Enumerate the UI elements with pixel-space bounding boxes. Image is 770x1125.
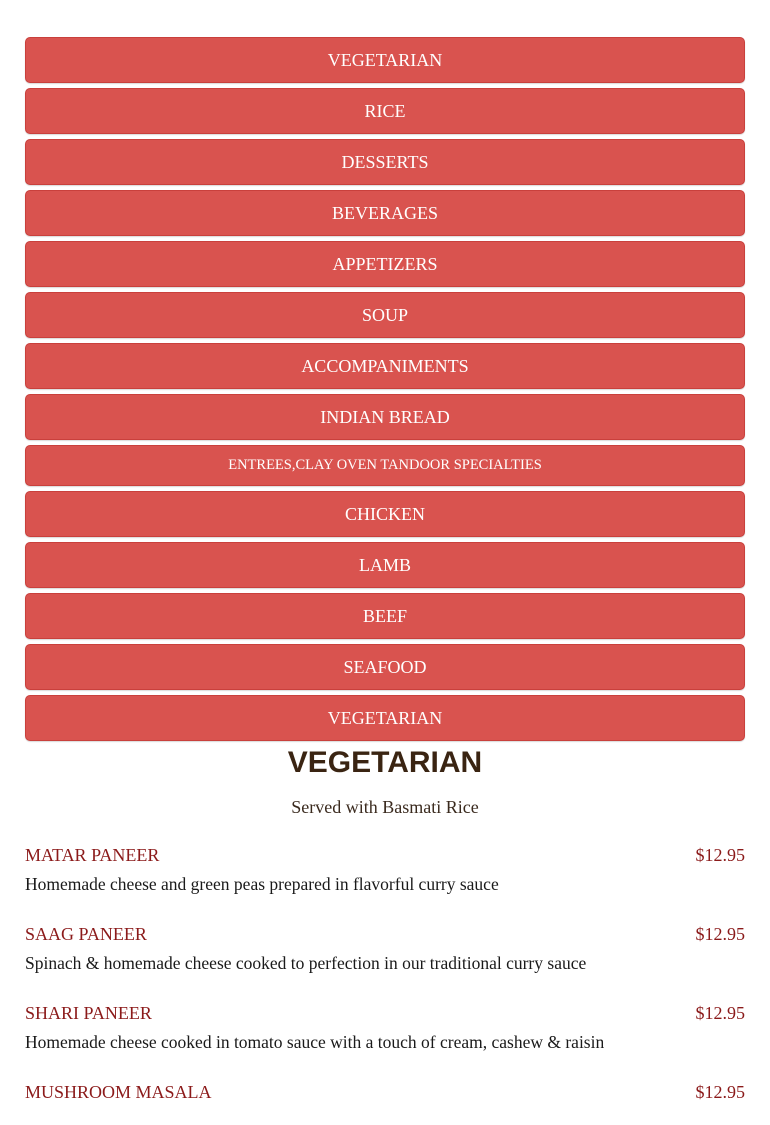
menu-item-description: Spinach & homemade cheese cooked to perfection in our traditional curry sauce (25, 953, 587, 973)
category-button-desserts[interactable]: DESSERTS (25, 139, 745, 185)
menu-item-name: MUSHROOM MASALA (25, 1082, 212, 1102)
section-subtitle: Served with Basmati Rice (291, 797, 479, 817)
category-button-soup[interactable]: SOUP (25, 292, 745, 338)
menu-item-price: $12.95 (695, 1003, 745, 1023)
menu-item-header (25, 1001, 745, 1025)
category-button-entrees-tandoor[interactable]: ENTREES,CLAY OVEN TANDOOR SPECIALTIES (25, 445, 745, 486)
category-button-lamb[interactable]: LAMB (25, 542, 745, 588)
category-button-rice[interactable]: RICE (25, 88, 745, 134)
section-title: VEGETARIAN (287, 746, 483, 779)
category-button-appetizers[interactable]: APPETIZERS (25, 241, 745, 287)
menu-item-list (25, 843, 745, 1104)
category-button-vegetarian-entree[interactable]: VEGETARIAN (25, 695, 745, 741)
category-button-beverages[interactable]: BEVERAGES (25, 190, 745, 236)
category-button-beef[interactable]: BEEF (25, 593, 745, 639)
category-button-vegetarian[interactable]: VEGETARIAN (25, 37, 745, 83)
menu-item (25, 843, 745, 896)
menu-item (25, 1001, 745, 1054)
category-button-chicken[interactable]: CHICKEN (25, 491, 745, 537)
menu-item-price: $12.95 (695, 1082, 745, 1102)
menu-item-header (25, 922, 745, 946)
category-button-list (25, 37, 745, 746)
menu-item-name: SAAG PANEER (25, 924, 147, 944)
category-button-seafood[interactable]: SEAFOOD (25, 644, 745, 690)
menu-item-description: Homemade cheese cooked in tomato sauce with a touch of cream, cashew & raisin (25, 1032, 605, 1052)
menu-item (25, 1080, 745, 1104)
category-button-accompaniments[interactable]: ACCOMPANIMENTS (25, 343, 745, 389)
category-button-indian-bread[interactable]: INDIAN BREAD (25, 394, 745, 440)
menu-item-price: $12.95 (695, 845, 745, 865)
menu-item-name: MATAR PANEER (25, 845, 160, 865)
menu-item-header (25, 1080, 745, 1104)
menu-item-header (25, 843, 745, 867)
menu-item-name: SHARI PANEER (25, 1003, 152, 1023)
menu-item (25, 922, 745, 975)
menu-item-price: $12.95 (695, 924, 745, 944)
menu-item-description: Homemade cheese and green peas prepared in flavorful curry sauce (25, 874, 499, 894)
